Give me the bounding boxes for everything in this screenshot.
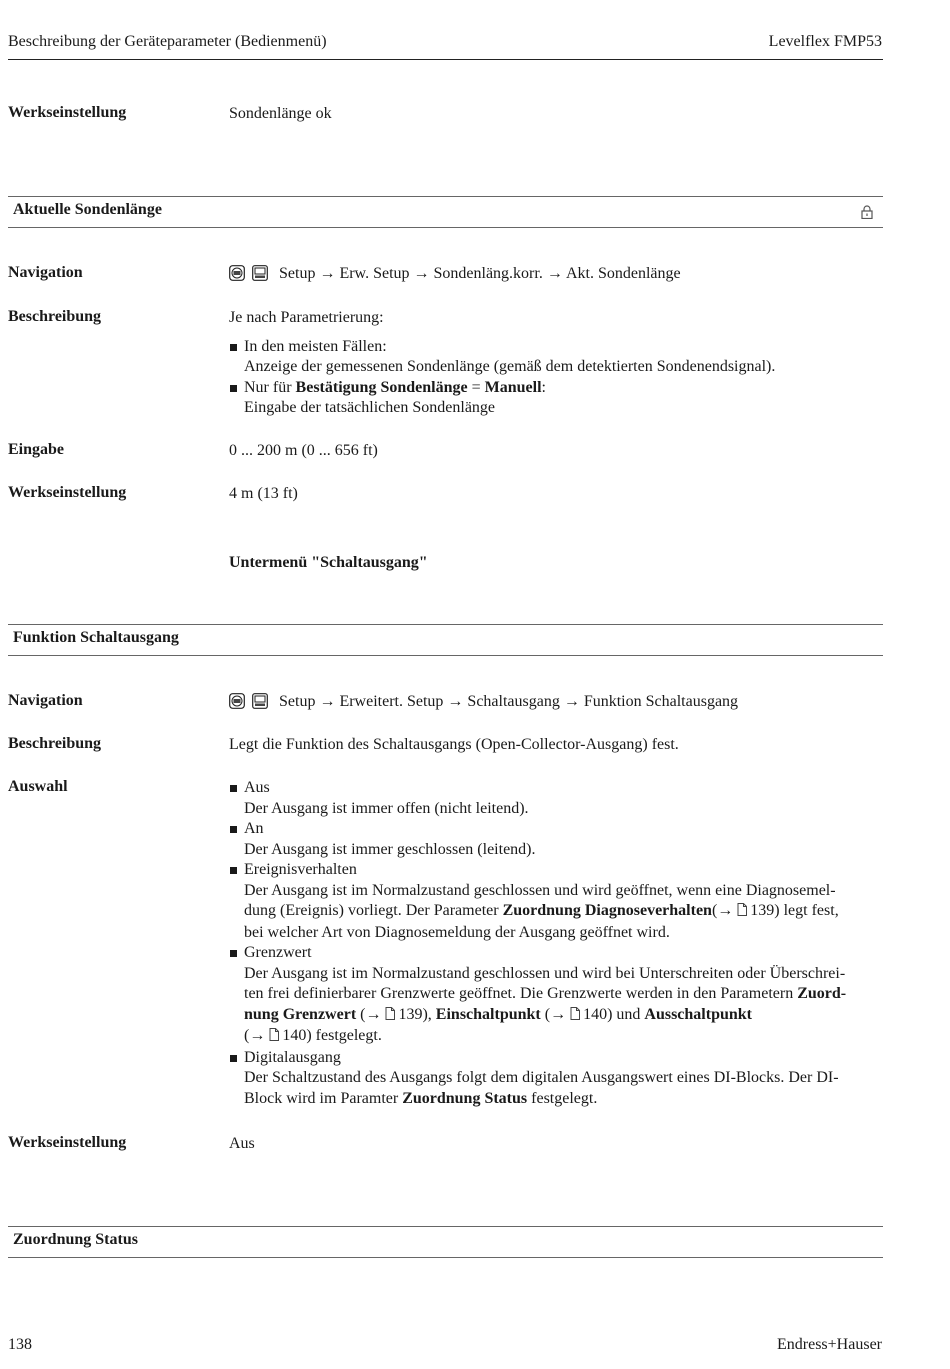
submenu-heading: Untermenü "Schaltausgang"	[229, 554, 428, 571]
page-reference-icon	[737, 902, 747, 923]
section-title: Aktuelle Sondenlänge	[13, 201, 162, 218]
eingabe-label: Eingabe	[8, 441, 65, 458]
page-reference-icon	[385, 1006, 395, 1027]
list-item: Nur für Bestätigung Sondenlänge = Manuell: Eingabe der tatsächlichen Sondenlänge	[229, 378, 879, 419]
beschreibung-intro: Je nach Parametrierung:	[229, 309, 384, 326]
list-item: Grenzwert Der Ausgang ist im Normalzustand geschlossen und wird bei Unterschreiten oder Überschrei- ten frei definierbarer Grenzwerte geöffnet. Die Grenzwerte werden in den Parametern Zuord- nung Grenzwert (→ 139), Einschaltpunkt (→ 140) und Ausschaltpunkt (→ 140) festgelegt.	[229, 943, 879, 1048]
beschreibung-value	[229, 308, 879, 419]
header-rule	[8, 59, 883, 60]
parameter-section-zuordnung-status	[8, 1226, 883, 1258]
werkseinstellung-value: Sondenlänge ok	[229, 105, 332, 122]
werkseinstellung-label: Werkseinstellung	[8, 104, 127, 121]
navigation-label: Navigation	[8, 692, 83, 709]
display-module-icon	[229, 265, 245, 281]
computer-icon	[252, 693, 268, 709]
beschreibung-label: Beschreibung	[8, 308, 102, 325]
list-item: An Der Ausgang ist immer geschlossen (leitend).	[229, 819, 879, 860]
werkseinstellung-value: Aus	[229, 1135, 255, 1152]
navigation-label: Navigation	[8, 264, 83, 281]
auswahl-label: Auswahl	[8, 778, 68, 795]
beschreibung-list	[229, 337, 879, 419]
werkseinstellung-value: 4 m (13 ft)	[229, 485, 298, 502]
page-reference-icon	[570, 1006, 580, 1027]
computer-icon	[252, 265, 268, 281]
beschreibung-label: Beschreibung	[8, 735, 102, 752]
eingabe-value: 0 ... 200 m (0 ... 656 ft)	[229, 442, 378, 459]
navigation-path-row	[229, 264, 879, 288]
operating-tool-icons	[229, 265, 271, 288]
parameter-section-aktuelle-sondenlaenge	[8, 196, 883, 228]
navigation-path: Setup → Erweitert. Setup → Schaltausgang → Funktion Schaltausgang	[279, 693, 739, 710]
list-item: In den meisten Fällen: Anzeige der gemessenen Sondenlänge (gemäß dem detektierten Sondenendsignal).	[229, 337, 879, 378]
section-title: Funktion Schaltausgang	[13, 629, 179, 646]
auswahl-value	[229, 778, 879, 1109]
page-number: 138	[8, 1336, 32, 1353]
list-item: Ereignisverhalten Der Ausgang ist im Normalzustand geschlossen und wird geöffnet, wenn eine Diagnosemel- dung (Ereignis) vorliegt. Der Parameter Zuordnung Diagnoseverhalten(→ 139) legt fest, bei welcher Art von Diagnosemeldung der Ausgang geöffnet wird.	[229, 860, 879, 943]
beschreibung-value: Legt die Funktion des Schaltausgangs (Open-Collector-Ausgang) fest.	[229, 736, 679, 753]
navigation-path: Setup → Erw. Setup → Sondenläng.korr. → Akt. Sondenlänge	[279, 265, 681, 282]
werkseinstellung-label: Werkseinstellung	[8, 1134, 127, 1151]
list-item: Digitalausgang Der Schaltzustand des Ausgangs folgt dem digitalen Ausgangswert eines DI-Blocks. Der DI- Block wird im Paramter Zuordnung Status festgelegt.	[229, 1048, 879, 1110]
list-item: Aus Der Ausgang ist immer offen (nicht leitend).	[229, 778, 879, 819]
running-header-title: Beschreibung der Geräteparameter (Bedienmenü)	[8, 33, 327, 50]
parameter-section-funktion-schaltausgang	[8, 624, 883, 656]
display-module-icon	[229, 693, 245, 709]
lock-icon	[861, 205, 873, 224]
operating-tool-icons	[229, 693, 271, 716]
brand-name: Endress+Hauser	[777, 1336, 882, 1353]
werkseinstellung-label: Werkseinstellung	[8, 484, 127, 501]
auswahl-list	[229, 778, 879, 1109]
section-title: Zuordnung Status	[13, 1231, 138, 1248]
navigation-path-row	[229, 692, 879, 716]
page-reference-icon	[269, 1027, 279, 1048]
running-header-product: Levelflex FMP53	[768, 33, 882, 50]
